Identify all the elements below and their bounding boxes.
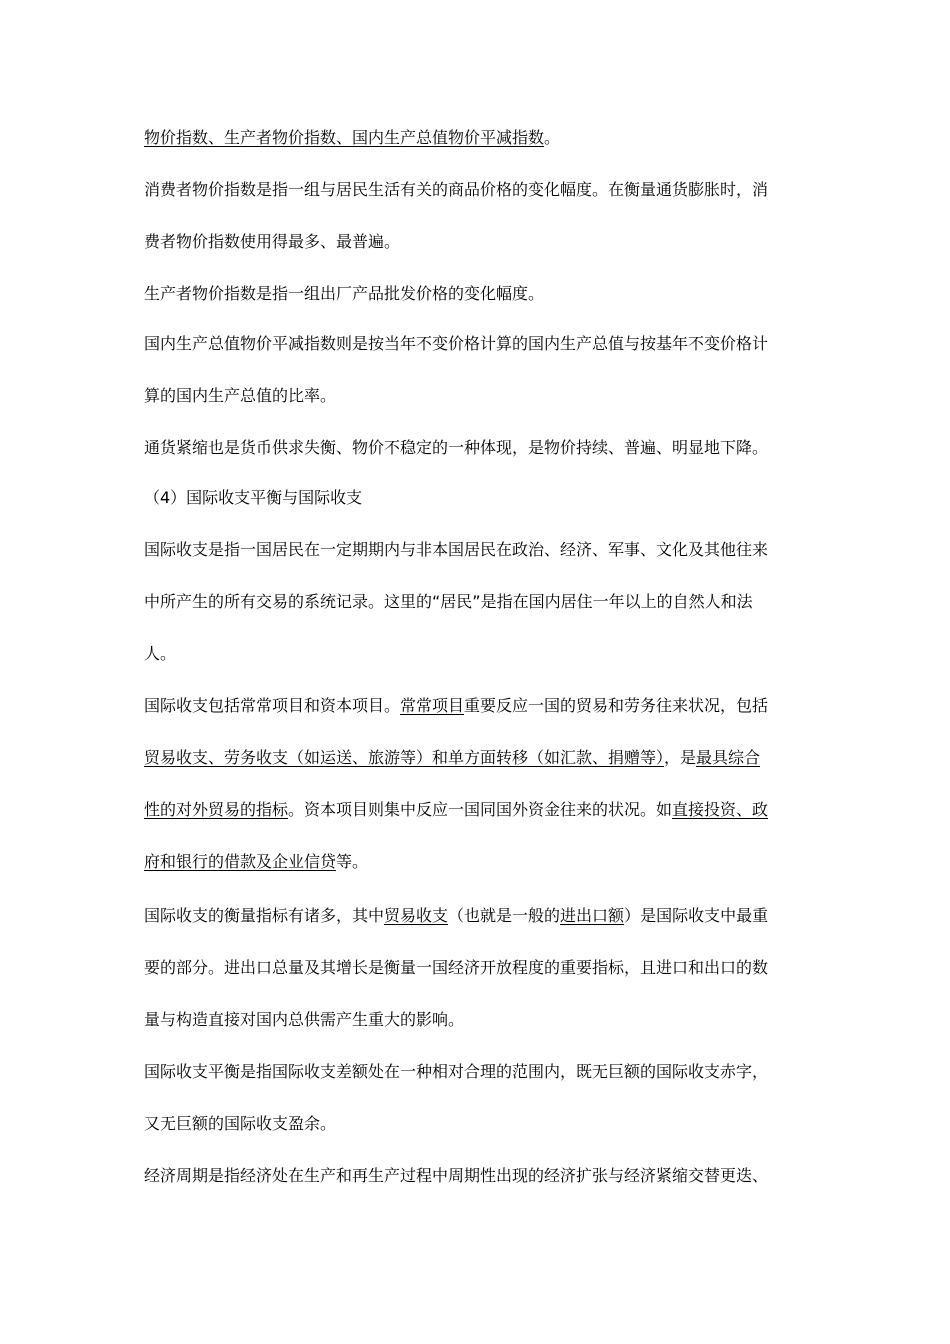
text-segment: 国内生产总值物价平减指数则是按当年不变价格计算的国内生产总值与按基年不变价格计 (144, 334, 769, 353)
text-segment: 经济周期是指经济处在生产和再生产过程中周期性出现的经济扩张与经济紧缩交替更迭、 (144, 1166, 769, 1185)
text-segment: 等。 (336, 852, 369, 871)
text-line (144, 180, 804, 200)
text-line (144, 644, 804, 664)
text-segment: 。资本项目则集中反应一国同国外资金往来的状况。如 (288, 800, 673, 819)
text-segment: 算的国内生产总值的比率。 (144, 386, 337, 405)
text-segment: ）是国际收支中最重 (624, 906, 769, 925)
text-line (144, 334, 804, 354)
text-line (144, 748, 804, 768)
underlined-text: 直接投资、政 (672, 800, 769, 819)
text-segment: 中所产生的所有交易的系统记录。这里的“居民”是指在国内居住一年以上的自然人和法 (144, 592, 753, 611)
text-segment: 。 (544, 128, 561, 147)
text-segment: 国际收支是指一国居民在一定期期内与非本国居民在政治、经济、军事、文化及其他往来 (144, 540, 769, 559)
underlined-text: 贸易收支、劳务收支（如运送、旅游等）和单方面转移（如汇款、捐赠等） (144, 748, 665, 767)
text-segment: 国际收支的衡量指标有诸多，其中 (144, 906, 385, 925)
text-segment: 人。 (144, 644, 177, 663)
text-line (144, 540, 804, 560)
text-line (144, 958, 804, 978)
text-line (144, 1166, 804, 1186)
text-line (144, 1062, 804, 1082)
underlined-text: 贸易收支 (384, 906, 449, 925)
text-line (144, 438, 804, 458)
text-line (144, 386, 804, 406)
text-segment: 量与构造直接对国内总供需产生重大的影响。 (144, 1010, 465, 1029)
text-segment: 生产者物价指数是指一组出厂产品批发价格的变化幅度。 (144, 284, 545, 303)
underlined-text: 府和银行的借款及企业信贷 (144, 852, 337, 871)
underlined-text: 进出口额 (560, 906, 625, 925)
text-line (144, 1010, 804, 1030)
text-segment: 通货紧缩也是货币供求失衡、物价不稳定的一种体现，是物价持续、普遍、明显地下降。 (144, 438, 769, 457)
text-segment: 要的部分。进出口总量及其增长是衡量一国经济开放程度的重要指标，且进口和出口的数 (144, 958, 769, 977)
underlined-text: 性的对外贸易的指标 (144, 800, 289, 819)
text-segment: 消费者物价指数是指一组与居民生活有关的商品价格的变化幅度。在衡量通货膨胀时，消 (144, 180, 769, 199)
text-segment: 国际收支平衡是指国际收支差额处在一种相对合理的范围内，既无巨额的国际收支赤字， (144, 1062, 769, 1081)
underlined-text: 物价指数、生产者物价指数、国内生产总值物价平减指数 (144, 128, 545, 147)
text-line (144, 696, 804, 716)
text-segment: 费者物价指数使用得最多、最普遍。 (144, 232, 401, 251)
text-line (144, 284, 804, 304)
text-line (144, 800, 804, 820)
text-segment: 国际收支包括常常项目和资本项目。 (144, 696, 401, 715)
text-line (144, 852, 804, 872)
text-line (144, 592, 804, 612)
text-segment: 重要反应一国的贸易和劳务往来状况，包括 (464, 696, 769, 715)
underlined-text: 常常项目 (400, 696, 465, 715)
text-line (144, 128, 804, 148)
text-line (144, 232, 804, 252)
text-segment: （也就是一般的 (448, 906, 561, 925)
text-segment: 又无巨额的国际收支盈余。 (144, 1114, 337, 1133)
text-segment: ，是 (664, 748, 697, 767)
text-line (144, 906, 804, 926)
text-line (144, 1114, 804, 1134)
underlined-text: 最具综合 (696, 748, 761, 767)
text-segment: （4）国际收支平衡与国际收支 (144, 488, 363, 507)
text-line (144, 488, 804, 508)
